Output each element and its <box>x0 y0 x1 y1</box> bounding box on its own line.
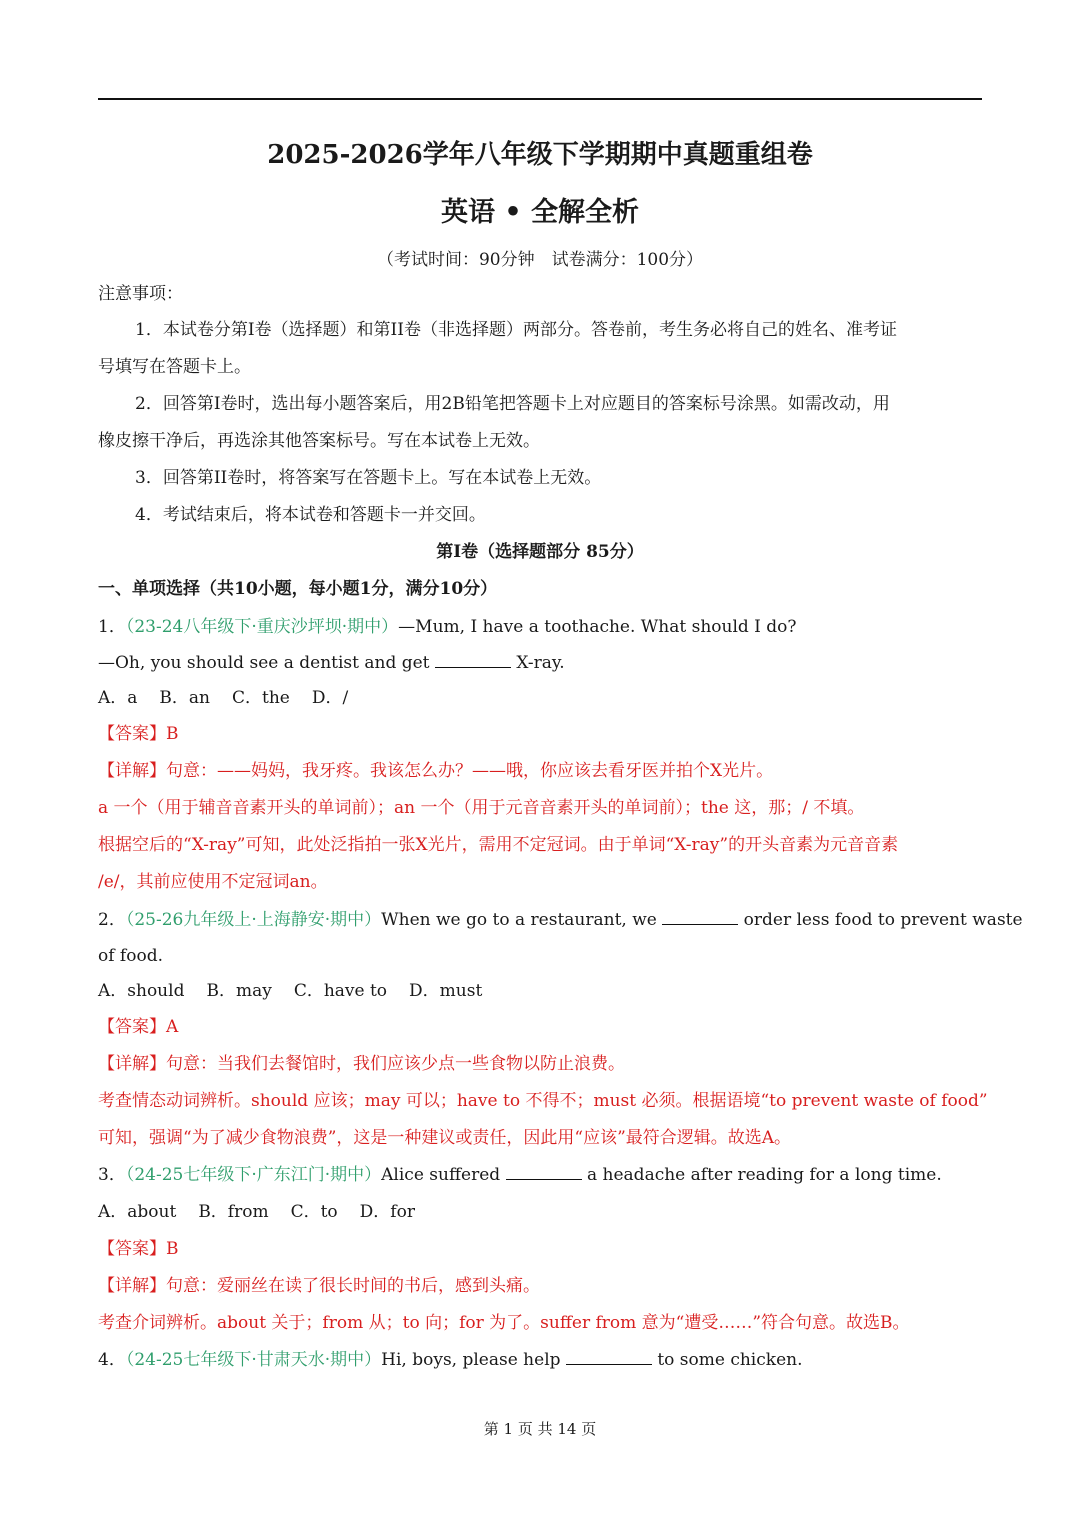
question-4-stem: 4．（24-25七年级下·甘肃天水·期中）Hi, boys, please help to some chicken. <box>98 1350 803 1370</box>
question-2-explain-1: 考查情态动词辨析。should 应该；may 可以；have to 不得不；must 必须。根据语境“to prevent waste of food” <box>98 1091 988 1111</box>
question-1-explain-3: /e/，其前应使用不定冠词an。 <box>98 872 328 892</box>
option-d: D．for <box>359 1202 415 1222</box>
answer-blank <box>566 1348 652 1365</box>
option-d: D．/ <box>311 688 349 708</box>
page-subtitle: 英语 • 全解全析 <box>440 197 640 228</box>
question-number: 4． <box>98 1350 126 1370</box>
note-item-1-line-1: 1．本试卷分第I卷（选择题）和第II卷（非选择题）两部分。答卷前，考生务必将自己的姓名、准考证 <box>135 320 897 340</box>
question-1-detail: 【详解】句意：——妈妈，我牙疼。我该怎么办？——哦，你应该去看牙医并拍个X光片。 <box>98 761 774 781</box>
question-2-line-2: of food. <box>98 946 163 966</box>
question-source: （24-25七年级下·甘肃天水·期中） <box>125 1350 382 1370</box>
question-3-detail: 【详解】句意：爱丽丝在读了很长时间的书后，感到头痛。 <box>98 1276 540 1296</box>
option-c: C．the <box>232 688 290 708</box>
note-item-3: 3．回答第II卷时，将答案写在答题卡上。写在本试卷上无效。 <box>135 468 602 488</box>
header-rule <box>98 98 982 100</box>
question-source: （24-25七年级下·广东江门·期中） <box>125 1165 382 1185</box>
answer-blank <box>435 651 511 668</box>
question-3-answer: 【答案】B <box>98 1239 179 1259</box>
option-b: B．from <box>198 1202 269 1222</box>
note-item-2-line-2: 橡皮擦干净后，再选涂其他答案标号。写在本试卷上无效。 <box>98 431 540 451</box>
question-2-explain-2: 可知，强调“为了减少食物浪费”，这是一种建议或责任，因此用“应该”最符合逻辑。故选A。 <box>98 1128 792 1148</box>
question-2-options <box>98 979 504 1003</box>
note-item-4: 4．考试结束后，将本试卷和答题卡一并交回。 <box>135 505 486 525</box>
option-b: B．may <box>206 981 272 1001</box>
option-a: A．about <box>98 1202 177 1222</box>
question-2-stem: 2．（25-26九年级上·上海静安·期中）When we go to a restaurant, we order less food to prevent waste <box>98 910 1023 930</box>
exam-info: （考试时间：90分钟 试卷满分：100分） <box>376 250 704 270</box>
option-c: C．to <box>290 1202 338 1222</box>
option-a: A．a <box>98 688 138 708</box>
option-b: B．an <box>159 688 210 708</box>
question-3-explain-1: 考查介词辨析。about 关于；from 从；to 向；for 为了。suffer from 意为“遭受……”符合句意。故选B。 <box>98 1313 910 1333</box>
question-number: 3． <box>98 1165 126 1185</box>
notes-heading: 注意事项： <box>98 284 183 304</box>
part-title: 第I卷（选择题部分 85分） <box>436 542 644 562</box>
answer-blank <box>662 908 738 925</box>
section-heading: 一、单项选择（共10小题，每小题1分，满分10分） <box>98 579 498 599</box>
question-text: —Mum, I have a toothache. What should I do? <box>398 617 797 637</box>
question-2-detail: 【详解】句意：当我们去餐馆时，我们应该少点一些食物以防止浪费。 <box>98 1054 625 1074</box>
page-title: 2025-2026学年八年级下学期期中真题重组卷 <box>267 140 813 170</box>
question-3-stem: 3．（24-25七年级下·广东江门·期中）Alice suffered a headache after reading for a long time. <box>98 1165 942 1185</box>
option-c: C．have to <box>293 981 388 1001</box>
question-1-answer: 【答案】B <box>98 724 179 744</box>
option-a: A．should <box>98 981 185 1001</box>
question-number: 2． <box>98 910 126 930</box>
question-1-explain-2: 根据空后的“X-ray”可知，此处泛指拍一张X光片，需用不定冠词。由于单词“X-ray”的开头音素为元音音素 <box>98 835 899 855</box>
answer-blank <box>506 1163 582 1180</box>
page-footer: 第 1 页 共 14 页 <box>483 1420 597 1438</box>
question-1-options <box>98 686 370 710</box>
question-1-line-2: —Oh, you should see a dentist and get X-ray. <box>98 653 565 673</box>
note-item-1-line-2: 号填写在答题卡上。 <box>98 357 251 377</box>
question-1-stem <box>98 615 797 639</box>
note-item-2-line-1: 2．回答第I卷时，选出每小题答案后，用2B铅笔把答题卡上对应题目的答案标号涂黑。如需改动，用 <box>135 394 890 414</box>
question-number: 1． <box>98 617 126 637</box>
question-source: （23-24八年级下·重庆沙坪坝·期中） <box>125 617 399 637</box>
question-1-explain-1: a 一个（用于辅音音素开头的单词前）；an 一个（用于元音音素开头的单词前）；the 这，那；/ 不填。 <box>98 798 865 818</box>
question-source: （25-26九年级上·上海静安·期中） <box>125 910 382 930</box>
option-d: D．must <box>409 981 483 1001</box>
question-3-options <box>98 1200 437 1224</box>
question-2-answer: 【答案】A <box>98 1017 179 1037</box>
